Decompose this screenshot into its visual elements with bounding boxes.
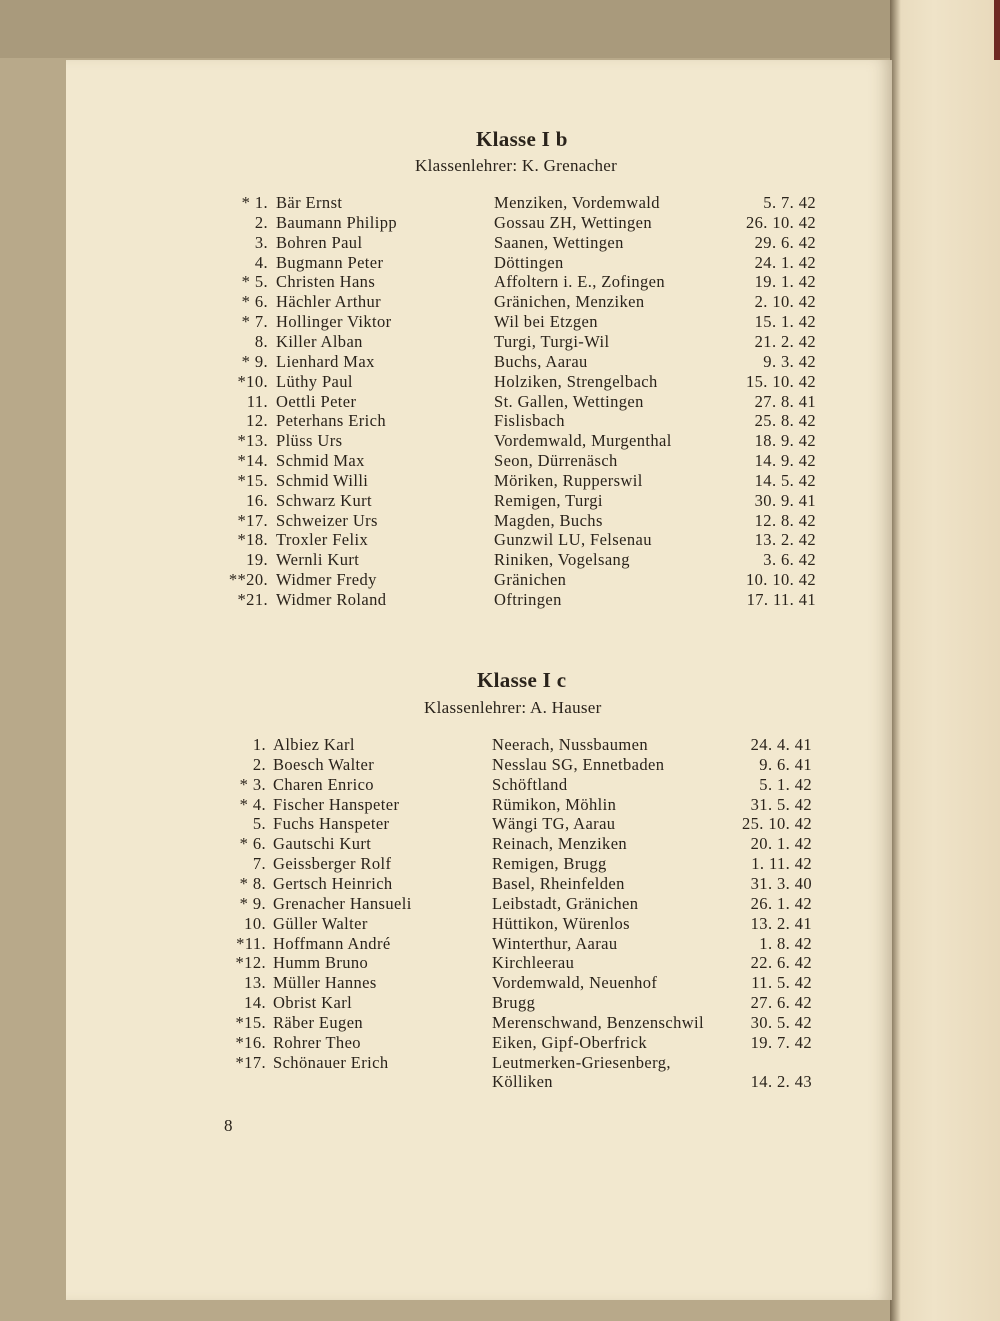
hometown: Affoltern i. E., Zofingen	[494, 272, 665, 292]
hometown: Oftringen	[494, 590, 562, 609]
student-name: Grenacher Hansueli	[273, 893, 412, 913]
entry-number: * 1.	[241, 193, 268, 212]
list-item	[66, 735, 966, 755]
hometown: Magden, Buchs	[494, 510, 603, 530]
birth-date: 1. 8. 42	[759, 933, 812, 953]
student-name: Bär Ernst	[276, 193, 343, 212]
list-item	[66, 953, 966, 973]
birth-date: 26. 1. 42	[750, 893, 812, 913]
student-name: Troxler Felix	[276, 530, 369, 550]
student-name: Räber Eugen	[273, 1012, 364, 1032]
birth-date: 30. 9. 41	[754, 490, 816, 510]
entry-number: * 6.	[239, 834, 266, 854]
entry-number: *17.	[237, 510, 268, 530]
hometown: Möriken, Rupperswil	[494, 470, 643, 490]
student-name: Müller Hannes	[273, 973, 377, 993]
student-name: Killer Alban	[276, 331, 363, 351]
student-name: Gertsch Heinrich	[273, 873, 393, 893]
birth-date: 11. 5. 42	[751, 973, 812, 993]
student-name: Schweizer Urs	[276, 510, 378, 530]
entry-number: 5.	[252, 814, 266, 834]
entry-number: * 7.	[241, 312, 268, 332]
entry-number: 19.	[246, 550, 268, 570]
student-name: Schwarz Kurt	[276, 490, 372, 510]
hometown: Schöftland	[492, 774, 568, 794]
student-name: Christen Hans	[276, 272, 376, 292]
student-name: Rohrer Theo	[273, 1032, 361, 1052]
student-name: Hoffmann André	[273, 933, 391, 953]
list-item	[66, 451, 966, 471]
student-name: Fuchs Hanspeter	[273, 814, 390, 834]
hometown: Leibstadt, Gränichen	[492, 893, 639, 913]
list-item	[66, 213, 966, 233]
list-item	[66, 292, 966, 312]
birth-date: 31. 3. 40	[750, 873, 812, 893]
hometown: Döttingen	[494, 252, 564, 272]
birth-date: 19. 7. 42	[750, 1032, 812, 1052]
list-item	[66, 1013, 966, 1033]
birth-date: 31. 5. 42	[750, 794, 812, 814]
student-name: Lienhard Max	[276, 351, 375, 371]
entry-number: *13.	[237, 431, 268, 451]
student-name: Humm Bruno	[273, 953, 369, 973]
student-name: Hollinger Viktor	[276, 312, 392, 332]
list-item	[66, 491, 966, 511]
hometown: Reinach, Menziken	[492, 834, 628, 854]
student-name: Wernli Kurt	[276, 550, 360, 570]
birth-date: 15. 1. 42	[754, 312, 816, 332]
hometown: Holziken, Strengelbach	[494, 371, 658, 391]
entry-number: 7.	[252, 854, 266, 874]
hometown: Neerach, Nussbaumen	[492, 735, 649, 754]
section-title: Klasse I c	[477, 668, 567, 692]
birth-date: 22. 6. 42	[750, 953, 812, 973]
student-name: Lüthy Paul	[276, 371, 353, 391]
list-item	[66, 834, 966, 854]
hometown: Basel, Rheinfelden	[492, 873, 625, 893]
birth-date: 12. 8. 42	[754, 510, 816, 530]
list-item	[66, 193, 966, 213]
list-item	[66, 854, 966, 874]
list-item	[66, 570, 966, 590]
student-name: Schmid Willi	[276, 470, 369, 490]
list-item	[66, 755, 966, 775]
hometown: Kirchleerau	[492, 953, 575, 973]
hometown: Winterthur, Aarau	[492, 933, 618, 953]
entry-number: 3.	[254, 232, 268, 252]
birth-date: 14. 9. 42	[754, 451, 816, 471]
hometown: Seon, Dürrenäsch	[494, 451, 618, 471]
entry-number: *18.	[237, 530, 268, 550]
list-item	[66, 272, 966, 292]
birth-date: 14. 2. 43	[750, 1072, 812, 1092]
list-item	[66, 590, 966, 610]
hometown: Brugg	[492, 993, 536, 1013]
binding-edge	[994, 0, 1000, 60]
birth-date: 29. 6. 42	[754, 232, 816, 252]
hometown: Leutmerken-Griesenberg,	[492, 1052, 671, 1072]
entry-number: 1.	[252, 735, 266, 754]
birth-date: 15. 10. 42	[746, 371, 816, 391]
hometown: Gränichen	[494, 570, 567, 590]
list-item	[66, 530, 966, 550]
birth-date: 25. 10. 42	[742, 814, 812, 834]
student-name: Albiez Karl	[273, 735, 355, 754]
entry-number: 12.	[246, 411, 268, 431]
entry-number: 2.	[252, 754, 266, 774]
entry-number: 16.	[246, 490, 268, 510]
student-name: Geissberger Rolf	[273, 854, 392, 874]
list-item	[66, 352, 966, 372]
student-name: Bohren Paul	[276, 232, 363, 252]
hometown: Kölliken	[492, 1072, 553, 1092]
birth-date: 27. 8. 41	[754, 391, 816, 411]
student-name: Baumann Philipp	[276, 212, 398, 232]
birth-date: 21. 2. 42	[754, 331, 816, 351]
hometown: Gossau ZH, Wettingen	[494, 212, 653, 232]
entry-number: * 3.	[239, 774, 266, 794]
list-item	[66, 332, 966, 352]
birth-date: 5. 7. 42	[763, 193, 816, 212]
list-item	[66, 795, 966, 815]
student-name: Widmer Fredy	[276, 570, 377, 590]
entry-number: *16.	[235, 1032, 266, 1052]
birth-date: 17. 11. 41	[746, 590, 816, 609]
entry-number: *17.	[235, 1052, 266, 1072]
list-item	[66, 973, 966, 993]
birth-date: 27. 6. 42	[750, 993, 812, 1013]
hometown: Fislisbach	[494, 411, 565, 431]
hometown: Turgi, Turgi-Wil	[494, 331, 610, 351]
birth-date: 5. 1. 42	[759, 774, 812, 794]
list-item	[66, 253, 966, 273]
list-item	[66, 894, 966, 914]
birth-date: 25. 8. 42	[754, 411, 816, 431]
birth-date: 9. 3. 42	[763, 351, 816, 371]
list-item	[66, 411, 966, 431]
hometown: Merenschwand, Benzenschwil	[492, 1012, 705, 1032]
list-item	[66, 1053, 966, 1073]
list-item	[66, 233, 966, 253]
birth-date: 20. 1. 42	[750, 834, 812, 854]
student-name: Bugmann Peter	[276, 252, 384, 272]
list-item	[66, 431, 966, 451]
section-teacher: Klassenlehrer: A. Hauser	[424, 698, 602, 717]
student-name: Obrist Karl	[273, 993, 353, 1013]
entry-number: *15.	[235, 1012, 266, 1032]
student-name: Widmer Roland	[276, 590, 387, 609]
hometown: Remigen, Turgi	[494, 490, 603, 510]
entry-number: * 9.	[241, 351, 268, 371]
birth-date: 19. 1. 42	[754, 272, 816, 292]
student-name: Charen Enrico	[273, 774, 374, 794]
list-item	[66, 392, 966, 412]
list-item	[66, 874, 966, 894]
hometown: Nesslau SG, Ennetbaden	[492, 754, 665, 774]
list-item	[66, 471, 966, 491]
list-item	[66, 1033, 966, 1053]
scan-background	[0, 0, 1000, 58]
entry-number: 11.	[246, 391, 268, 411]
student-name: Schönauer Erich	[273, 1052, 389, 1072]
hometown: Hüttikon, Würenlos	[492, 913, 630, 933]
entry-number: * 8.	[239, 873, 266, 893]
book-page	[66, 60, 892, 1300]
list-item	[66, 511, 966, 531]
entry-number: *21.	[237, 590, 268, 609]
entry-number: * 9.	[239, 893, 266, 913]
list-item	[66, 550, 966, 570]
hometown: St. Gallen, Wettingen	[494, 391, 644, 411]
list-item	[66, 372, 966, 392]
entry-number: 2.	[254, 212, 268, 232]
student-name: Oettli Peter	[276, 391, 357, 411]
list-item	[66, 814, 966, 834]
student-name: Gautschi Kurt	[273, 834, 372, 854]
hometown: Remigen, Brugg	[492, 854, 607, 874]
student-name: Schmid Max	[276, 451, 365, 471]
hometown: Rümikon, Möhlin	[492, 794, 617, 814]
birth-date: 9. 6. 41	[759, 754, 812, 774]
hometown: Saanen, Wettingen	[494, 232, 624, 252]
student-name: Fischer Hanspeter	[273, 794, 400, 814]
entry-number: 4.	[254, 252, 268, 272]
birth-date: 18. 9. 42	[754, 431, 816, 451]
entry-number: 14.	[244, 993, 266, 1013]
entry-number: *11.	[236, 933, 266, 953]
birth-date: 3. 6. 42	[763, 550, 816, 570]
birth-date: 13. 2. 41	[750, 913, 812, 933]
student-name: Peterhans Erich	[276, 411, 387, 431]
birth-date: 2. 10. 42	[754, 292, 816, 312]
entry-number: * 6.	[241, 292, 268, 312]
hometown: Gränichen, Menziken	[494, 292, 645, 312]
hometown: Eiken, Gipf-Oberfrick	[492, 1032, 648, 1052]
entry-number: **20.	[228, 570, 268, 590]
page-number: 8	[224, 1116, 233, 1135]
hometown: Wil bei Etzgen	[494, 312, 598, 332]
student-name: Güller Walter	[273, 913, 368, 933]
birth-date: 10. 10. 42	[746, 570, 816, 590]
list-item	[66, 312, 966, 332]
entry-number: 8.	[254, 331, 268, 351]
birth-date: 24. 1. 42	[754, 252, 816, 272]
hometown: Menziken, Vordemwald	[494, 193, 660, 212]
hometown: Vordemwald, Murgenthal	[494, 431, 672, 451]
entry-number: * 4.	[239, 794, 266, 814]
hometown: Riniken, Vogelsang	[494, 550, 630, 570]
list-item	[66, 934, 966, 954]
student-name: Boesch Walter	[273, 754, 375, 774]
entry-number: * 5.	[241, 272, 268, 292]
birth-date: 30. 5. 42	[750, 1012, 812, 1032]
hometown: Gunzwil LU, Felsenau	[494, 530, 652, 550]
birth-date: 26. 10. 42	[746, 212, 816, 232]
birth-date: 24. 4. 41	[750, 735, 812, 754]
list-item	[66, 1072, 966, 1092]
list-item	[66, 993, 966, 1013]
entry-number: *14.	[237, 451, 268, 471]
entry-number: 10.	[244, 913, 266, 933]
section-teacher: Klassenlehrer: K. Grenacher	[415, 156, 618, 175]
student-name: Plüss Urs	[276, 431, 343, 451]
birth-date: 13. 2. 42	[754, 530, 816, 550]
entry-number: *15.	[237, 470, 268, 490]
entry-number: 13.	[244, 973, 266, 993]
entry-number: *12.	[235, 953, 266, 973]
list-item	[66, 775, 966, 795]
student-name: Hächler Arthur	[276, 292, 382, 312]
birth-date: 1. 11. 42	[751, 854, 812, 874]
section-title: Klasse I b	[476, 127, 568, 151]
list-item	[66, 914, 966, 934]
birth-date: 14. 5. 42	[754, 470, 816, 490]
hometown: Vordemwald, Neuenhof	[492, 973, 658, 993]
entry-number: *10.	[237, 371, 268, 391]
hometown: Buchs, Aarau	[494, 351, 588, 371]
hometown: Wängi TG, Aarau	[492, 814, 616, 834]
